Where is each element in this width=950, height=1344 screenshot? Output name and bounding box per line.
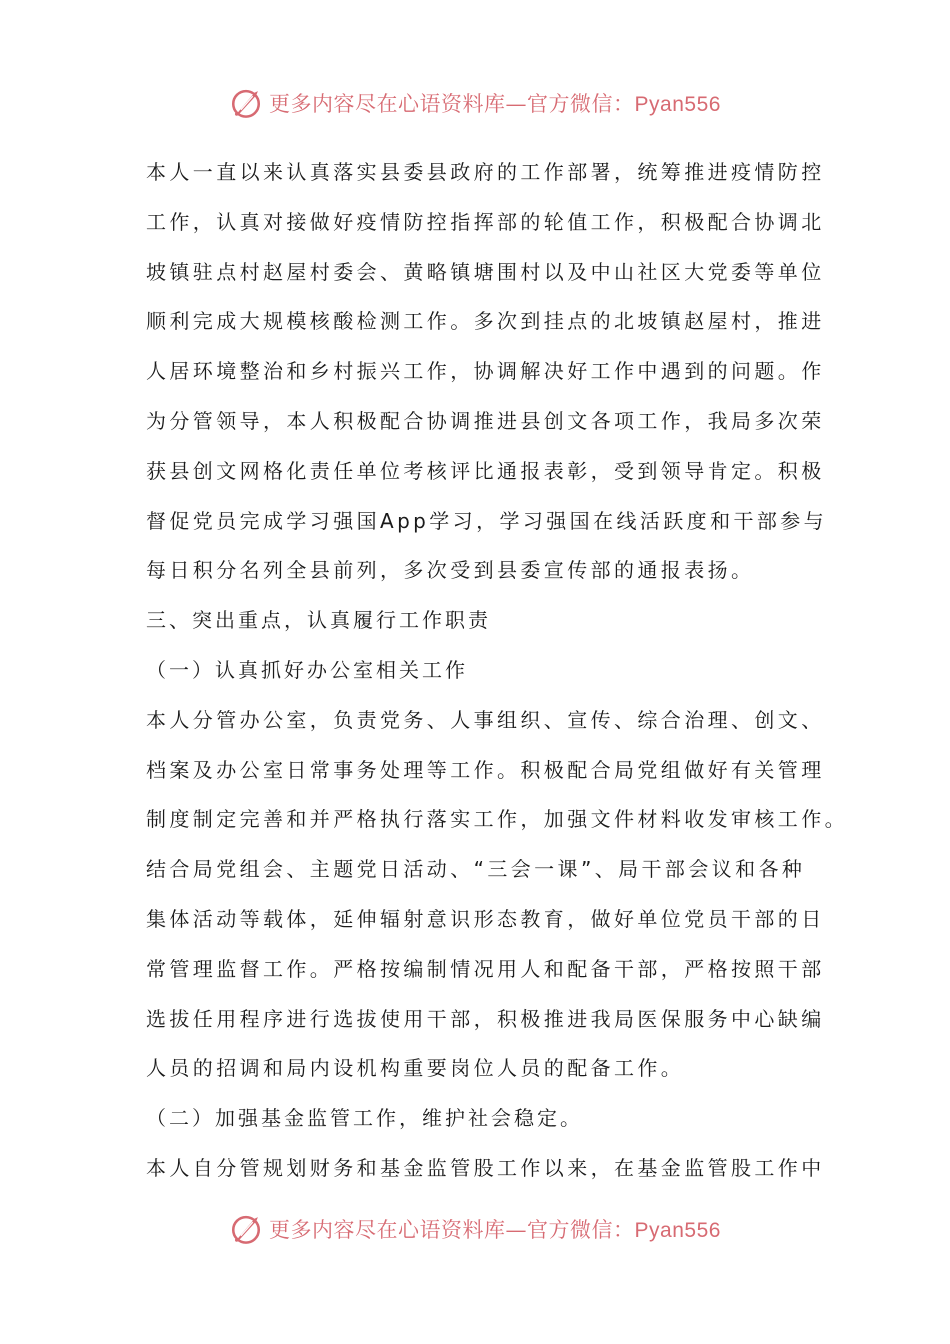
feather-pen-logo-icon xyxy=(229,86,263,120)
body-line: 档案及办公室日常事务处理等工作。积极配合局党组做好有关管理 xyxy=(146,757,825,782)
body-line: 本人分管办公室，负责党务、人事组织、宣传、综合治理、创文、 xyxy=(146,707,825,732)
watermark-handle: Pyan556 xyxy=(634,1219,721,1242)
subsection-heading: （一）认真抓好办公室相关工作 xyxy=(146,657,468,682)
watermark-slogan: 更多内容尽在心语资料库—官方微信： xyxy=(269,92,635,116)
body-line: 选拔任用程序进行选拔使用干部，积极推进我局医保服务中心缺编 xyxy=(146,1006,825,1031)
body-line: 集体活动等载体，延伸辐射意识形态教育，做好单位党员干部的日 xyxy=(146,906,825,931)
body-line: 人居环境整治和乡村振兴工作，协调解决好工作中遇到的问题。作 xyxy=(146,359,825,384)
body-line: 本人一直以来认真落实县委县政府的工作部署，统筹推进疫情防控 xyxy=(146,160,825,184)
watermark-handle: Pyan556 xyxy=(634,93,721,116)
document-body xyxy=(146,148,848,1194)
watermark-slogan: 更多内容尽在心语资料库—官方微信： xyxy=(269,1218,635,1242)
body-line: 常管理监督工作。严格按编制情况用人和配备干部，严格按照干部 xyxy=(146,956,825,981)
body-line: 每日积分名列全县前列，多次受到县委宣传部的通报表扬。 xyxy=(146,558,755,583)
body-line: 为分管领导，本人积极配合协调推进县创文各项工作，我局多次荣 xyxy=(146,408,825,433)
body-line: 人员的招调和局内设机构重要岗位人员的配备工作。 xyxy=(146,1056,685,1081)
body-line: 结合局党组会、主题党日活动、“三会一课”、局干部会议和各种 xyxy=(146,857,806,882)
section-heading: 三、突出重点，认真履行工作职责 xyxy=(146,608,491,633)
body-line: 获县创文网格化责任单位考核评比通报表彰，受到领导肯定。积极 xyxy=(146,458,825,483)
watermark-text xyxy=(269,88,721,118)
watermark-bottom xyxy=(0,1212,950,1246)
body-line: 制度制定完善和并严格执行落实工作，加强文件材料收发审核工作。 xyxy=(146,807,848,832)
body-line: 本人自分管规划财务和基金监管股工作以来，在基金监管股工作中 xyxy=(146,1155,825,1180)
body-line: 坡镇驻点村赵屋村委会、黄略镇塘围村以及中山社区大党委等单位 xyxy=(146,259,825,284)
subsection-heading: （二）加强基金监管工作，维护社会稳定。 xyxy=(146,1106,583,1131)
body-line: 工作，认真对接做好疫情防控指挥部的轮值工作，积极配合协调北 xyxy=(146,209,825,234)
body-line: 督促党员完成学习强国App学习，学习强国在线活跃度和干部参与 xyxy=(146,508,828,533)
body-line: 顺利完成大规模核酸检测工作。多次到挂点的北坡镇赵屋村，推进 xyxy=(146,309,825,334)
watermark-text xyxy=(269,1214,721,1244)
feather-pen-logo-icon xyxy=(229,1212,263,1246)
watermark-top xyxy=(0,86,950,120)
